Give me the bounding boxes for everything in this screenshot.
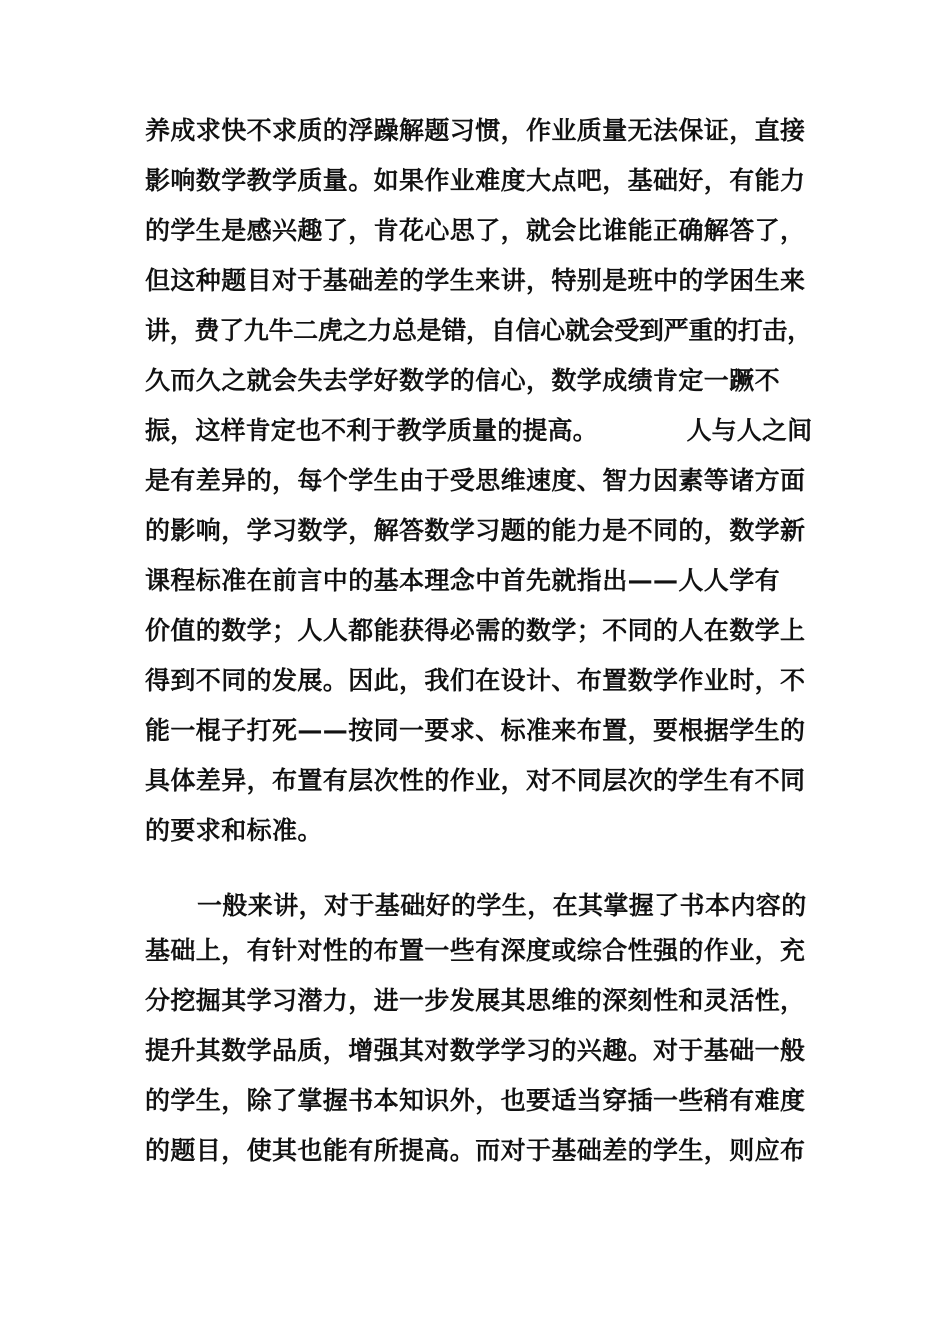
text-line: 影响数学教学质量。如果作业难度大点吧，基础好，有能力 <box>145 166 806 195</box>
text-line: 的学生是感兴趣了，肯花心思了，就会比谁能正确解答了， <box>145 216 806 245</box>
text-line: 基础上，有针对性的布置一些有深度或综合性强的作业，充 <box>145 936 806 965</box>
text-line: 具体差异，布置有层次性的作业，对不同层次的学生有不同 <box>145 766 806 795</box>
text-line: 是有差异的，每个学生由于受思维速度、智力因素等诸方面 <box>145 466 806 495</box>
text-line: 讲，费了九牛二虎之力总是错，自信心就会受到严重的打击， <box>145 316 812 345</box>
text-line: 的要求和标准。 <box>145 816 323 845</box>
text-line: 的学生，除了掌握书本知识外，也要适当穿插一些稍有难度 <box>145 1086 806 1115</box>
text-line: 提升其数学品质，增强其对数学学习的兴趣。对于基础一般 <box>145 1036 806 1065</box>
text-line: 一般来讲，对于基础好的学生，在其掌握了书本内容的 <box>197 891 807 920</box>
text-line: 分挖掘其学习潜力，进一步发展其思维的深刻性和灵活性， <box>145 986 806 1015</box>
text-line: 课程标准在前言中的基本理念中首先就指出——人人学有 <box>145 566 781 595</box>
text-line: 久而久之就会失去学好数学的信心，数学成绩肯定一蹶不 <box>145 366 781 395</box>
text-line: 的影响，学习数学，解答数学习题的能力是不同的，数学新 <box>145 516 806 545</box>
text-line: 但这种题目对于基础差的学生来讲，特别是班中的学困生来 <box>145 266 806 295</box>
text-line: 价值的数学；人人都能获得必需的数学；不同的人在数学上 <box>145 616 806 645</box>
text-line: 得到不同的发展。因此，我们在设计、布置数学作业时，不 <box>145 666 806 695</box>
text-line: 的题目，使其也能有所提高。而对于基础差的学生，则应布 <box>145 1136 806 1165</box>
text-line: 振，这样肯定也不利于教学质量的提高。 人与人之间 <box>145 416 813 445</box>
text-line: 养成求快不求质的浮躁解题习惯，作业质量无法保证，直接 <box>145 116 806 145</box>
text-line: 能一棍子打死——按同一要求、标准来布置，要根据学生的 <box>145 716 806 745</box>
